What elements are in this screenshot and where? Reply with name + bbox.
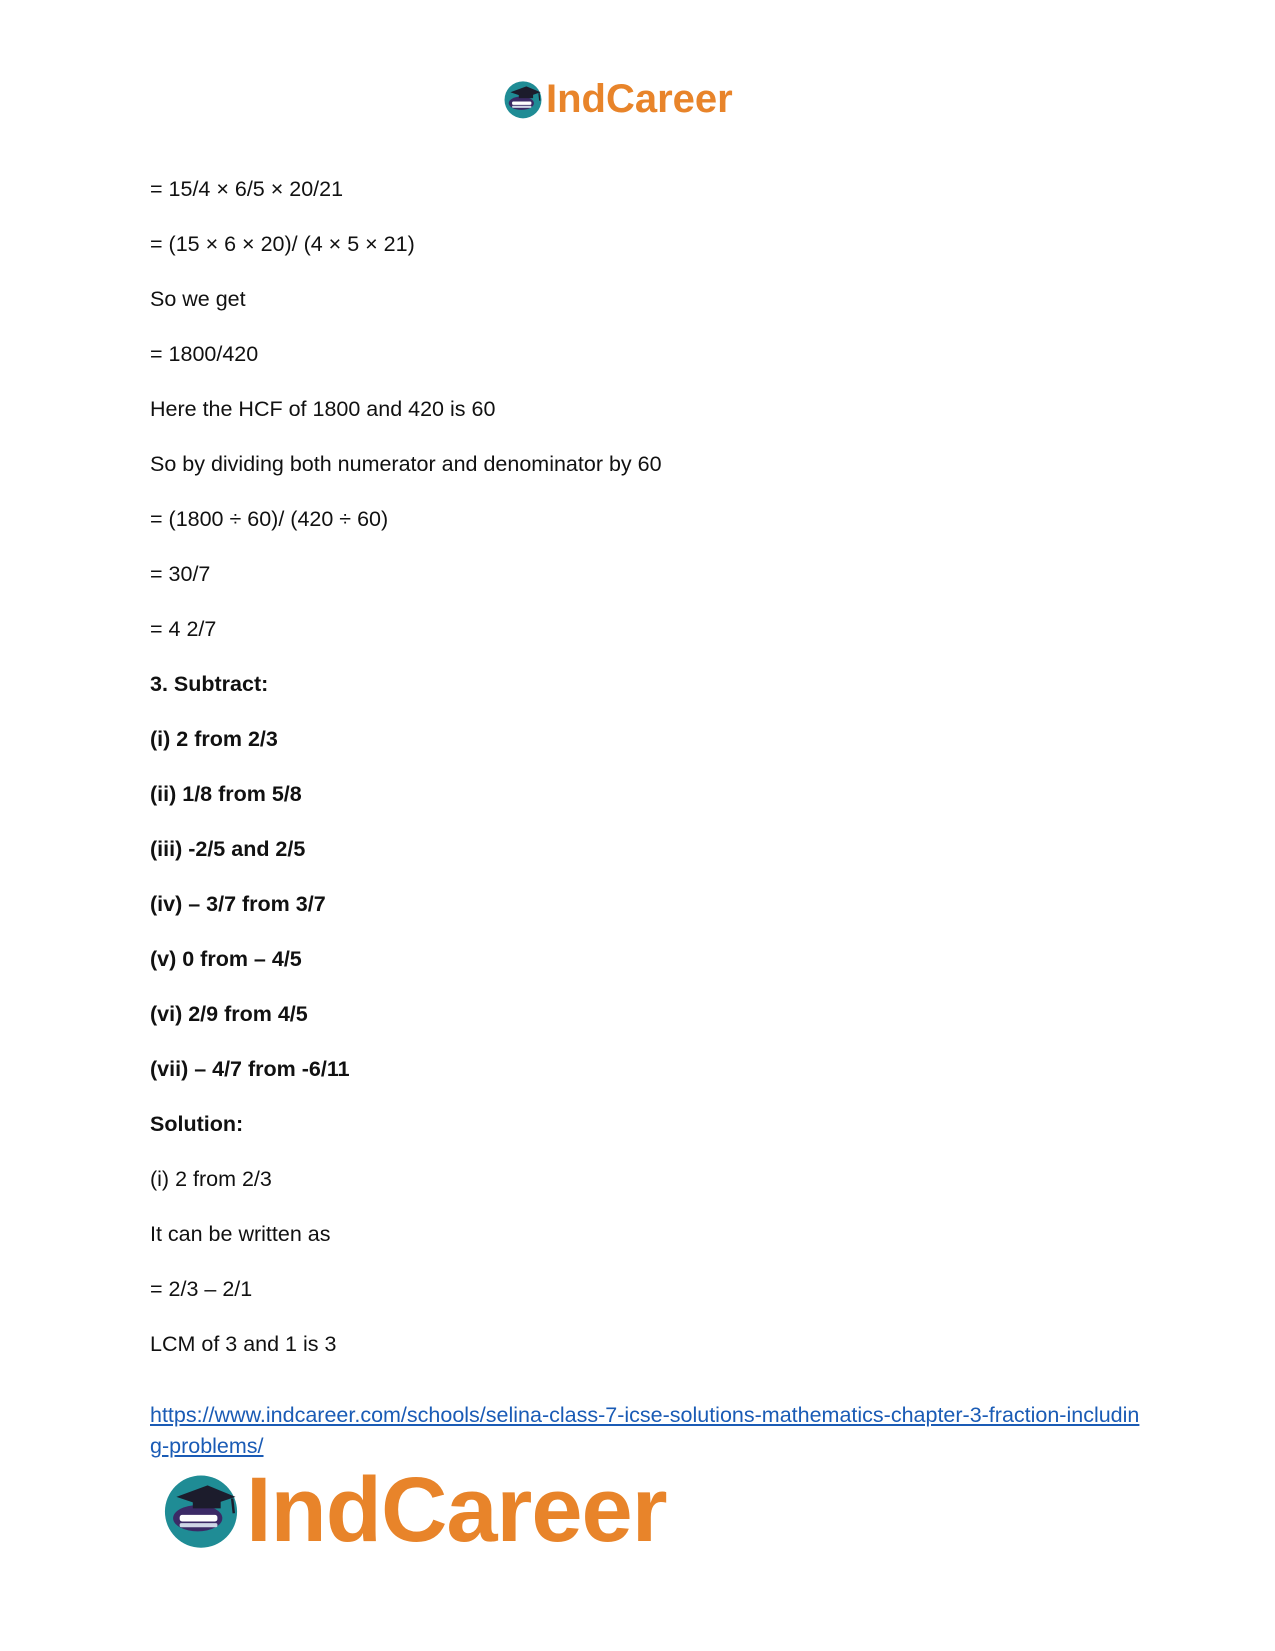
question-line: (v) 0 from – 4/5	[150, 947, 302, 971]
graduation-cap-book-icon	[502, 78, 544, 120]
text-line: LCM of 3 and 1 is 3	[150, 1332, 337, 1356]
question-line: Solution:	[150, 1112, 244, 1136]
footer-logo	[160, 1459, 667, 1561]
text-line: (i) 2 from 2/3	[150, 1167, 272, 1191]
text-line: = (1800 ÷ 60)/ (420 ÷ 60)	[150, 507, 389, 531]
question-line: (i) 2 from 2/3	[150, 727, 278, 751]
text-line: = 1800/420	[150, 342, 259, 366]
question-line: (iv) – 3/7 from 3/7	[150, 892, 326, 916]
question-line: (iii) -2/5 and 2/5	[150, 837, 306, 861]
text-line: = 4 2/7	[150, 617, 217, 641]
question-line: (vi) 2/9 from 4/5	[150, 1002, 308, 1026]
question-line: 3. Subtract:	[150, 672, 269, 696]
source-link[interactable]: https://www.indcareer.com/schools/selina-class-7-icse-solutions-mathematics-chapter-3-fraction-including-problems/	[150, 1403, 1140, 1458]
text-line: = 30/7	[150, 562, 211, 586]
text-line: It can be written as	[150, 1222, 331, 1246]
text-line: So by dividing both numerator and denominator by 60	[150, 452, 662, 476]
text-line: Here the HCF of 1800 and 420 is 60	[150, 397, 496, 421]
header-logo	[502, 78, 733, 120]
logo-wordmark: IndCareer	[246, 1459, 667, 1561]
graduation-cap-book-icon	[160, 1469, 242, 1551]
document-body	[150, 176, 1130, 1386]
text-line: = 2/3 – 2/1	[150, 1277, 253, 1301]
question-line: (ii) 1/8 from 5/8	[150, 782, 302, 806]
logo-wordmark: IndCareer	[546, 77, 733, 121]
text-line: = 15/4 × 6/5 × 20/21	[150, 177, 344, 201]
text-line: So we get	[150, 287, 246, 311]
question-line: (vii) – 4/7 from -6/11	[150, 1057, 350, 1081]
text-line: = (15 × 6 × 20)/ (4 × 5 × 21)	[150, 232, 415, 256]
